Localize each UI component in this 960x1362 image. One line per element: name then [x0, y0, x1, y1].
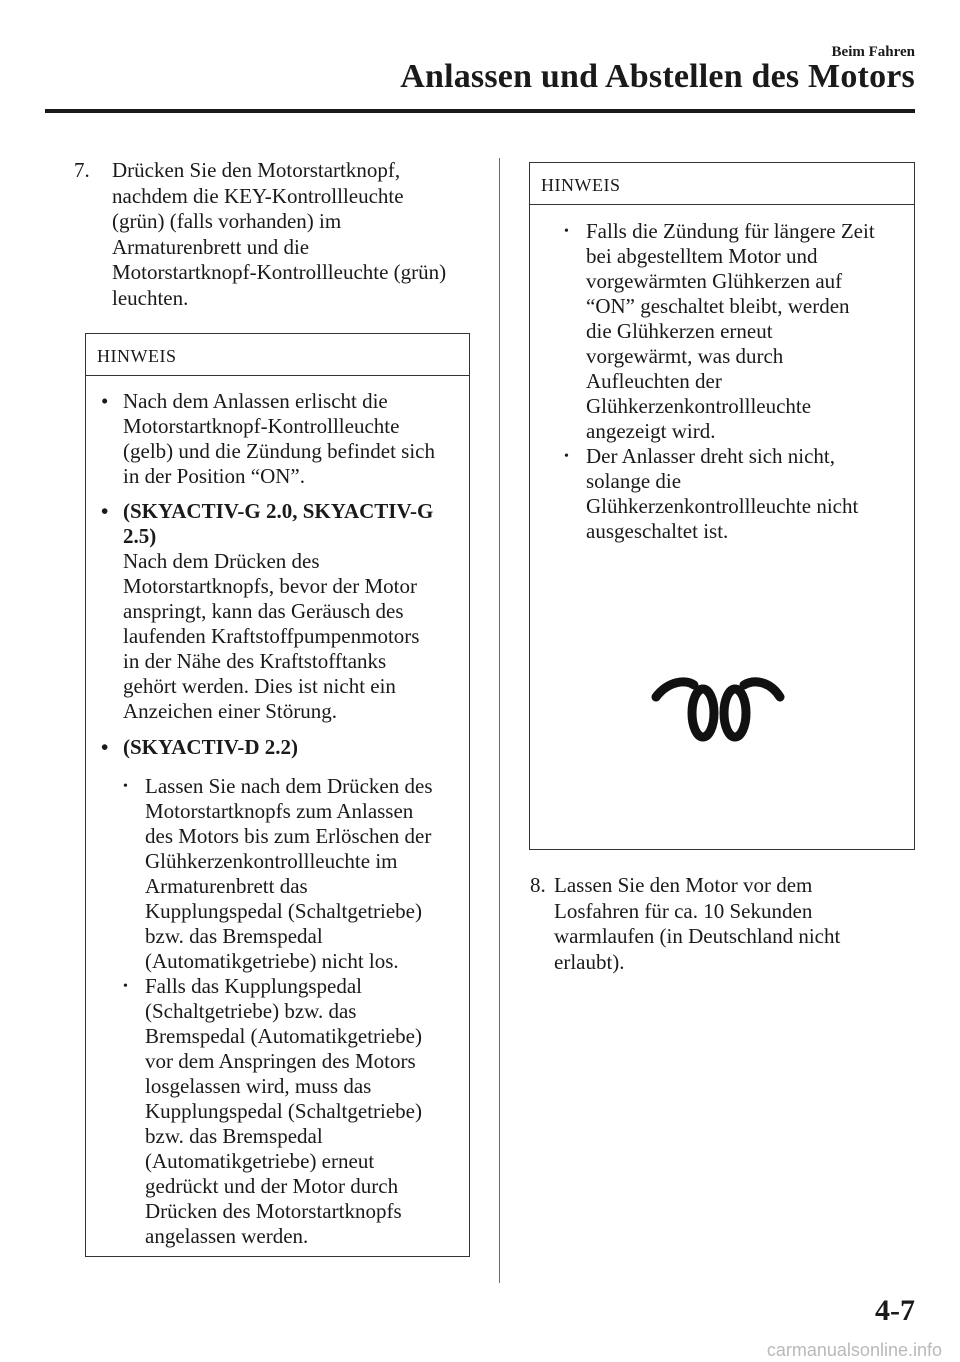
step-line: (grün) (falls vorhanden) im	[112, 209, 342, 233]
bullet-dot-icon: •	[101, 389, 109, 413]
note-heading: HINWEIS	[86, 334, 469, 376]
note-box-right	[529, 162, 915, 850]
bullet-dot-icon: •	[101, 735, 109, 759]
step-7	[74, 158, 474, 311]
column-divider	[499, 158, 500, 1283]
step-line: Drücken Sie den Motorstartknopf,	[112, 158, 401, 182]
header-section: Beim Fahren	[831, 44, 915, 60]
note-sub-bullet: • Der Anlasser dreht sich nicht, solange die Glühkerzenkontrollleuchte nicht ausgeschaltet ist.	[564, 444, 859, 543]
note-bullet: • (SKYACTIV-G 2.0, SKYACTIV-G 2.5) Nach dem Drücken des Motorstartknopfs, bevor der Motor anspringt, kann das Geräusch des laufenden Kraftstoffpumpenmotors in der Nähe des Kraftstofftanks gehört werden. Dies ist nicht ein Anzeichen einer Störung.	[101, 499, 434, 723]
watermark: carmanualsonline.info	[766, 1340, 942, 1360]
step-line: leuchten.	[112, 285, 189, 310]
page-title: Anlassen und Abstellen des Motors	[400, 58, 915, 95]
page-number: 4-7	[875, 1294, 915, 1327]
step-line: Armaturenbrett und die	[112, 234, 310, 259]
note-bullet: • (SKYACTIV-D 2.2)	[101, 735, 299, 759]
bullet-dot-icon: •	[101, 499, 109, 523]
note-box-left	[85, 333, 470, 1257]
step-8	[530, 873, 915, 975]
step-line: Lassen Sie den Motor vor dem	[554, 873, 813, 897]
sub-bullet-dot-icon: •	[123, 979, 128, 994]
step-line: nachdem die KEY-Kontrollleuchte	[112, 183, 404, 208]
note-heading: HINWEIS	[530, 163, 914, 205]
step-line: Motorstartknopf-Kontrollleuchte (grün)	[112, 260, 447, 284]
sub-bullet-dot-icon: •	[123, 779, 128, 794]
note-bullet: • Nach dem Anlassen erlischt die Motorstartknopf-Kontrollleuchte (gelb) und die Zündung befindet sich in der Position “ON”.	[101, 389, 436, 488]
step-line: warmlaufen (in Deutschland nicht	[554, 924, 841, 948]
note-sub-bullet: • Lassen Sie nach dem Drücken des Motorstartknopfs zum Anlassen des Motors bis zum Erlöschen der Glühkerzenkontrollleuchte im Armaturenbrett das Kupplungspedal (Schaltgetriebe) bzw. das Bremspedal (Automatikgetriebe) nicht los.	[123, 774, 433, 973]
note-sub-bullet: • Falls die Zündung für längere Zeit bei abgestelltem Motor und vorgewärmten Glühkerzen auf “ON” geschaltet bleibt, werden die Glühkerzen erneut vorgewärmt, was durch Aufleuchten der Glühkerzenkontrollleuchte angezeigt wird.	[564, 219, 875, 443]
sub-bullet-dot-icon: •	[564, 224, 569, 239]
step-line: Losfahren für ca. 10 Sekunden	[554, 898, 813, 923]
step-line: erlaubt).	[554, 949, 625, 974]
sub-bullet-dot-icon: •	[564, 449, 569, 464]
note-sub-bullet: • Falls das Kupplungspedal (Schaltgetriebe) bzw. das Bremspedal (Automatikgetriebe) vor dem Anspringen des Motors losgelassen wird, muss das Kupplungspedal (Schaltgetriebe) bzw. das Bremspedal (Automatikgetriebe) erneut gedrückt und der Motor durch Drücken des Motorstartknopfs angelassen werden.	[123, 974, 422, 1248]
header-rule	[45, 109, 915, 113]
step-number: 7.	[74, 158, 90, 182]
step-number: 8.	[530, 873, 546, 897]
glow-plug-indicator-icon	[650, 673, 786, 743]
